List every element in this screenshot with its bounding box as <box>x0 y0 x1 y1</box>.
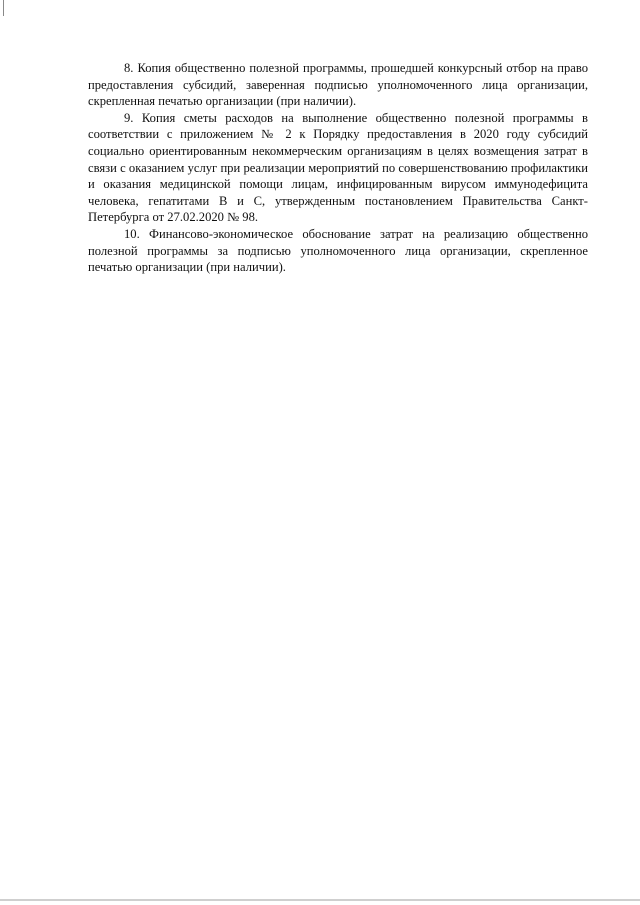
list-item-text: Копия общественно полезной программы, прошедшей конкурсный отбор на право предоставления субсидий, заверенная подписью уполномоченного лица организации, скрепленная печатью организации (при наличии). <box>88 61 589 109</box>
scan-bottom-edge <box>0 899 640 901</box>
list-item-9 <box>88 110 588 226</box>
list-item-number: 9. <box>124 110 134 125</box>
list-item-number: 8. <box>124 61 134 75</box>
list-item-text: Финансово-экономическое обоснование затрат на реализацию общественно полезной программы за подписью уполномоченного лица организации, скрепленное печатью организации (при наличии). <box>88 226 588 275</box>
list-item-10 <box>88 226 588 276</box>
scan-edge-mark <box>3 0 4 16</box>
list-item-text: Копия сметы расходов на выполнение общественно полезной программы в соответствии с приложением № 2 к Порядку предоставления в 2020 году субсидий социально ориентированным некоммерческим организациям в целях возмещения затрат в связи с оказанием услуг при реализации мероприятий по совершенствованию профилактики и оказания медицинской помощи лицам, инфицированным вирусом иммунодефицита человека, гепатитами В и С, утвержденным постановлением Правительства Санкт-Петербурга от 27.02.2020 № 98. <box>88 110 588 225</box>
list-item-number: 10. <box>124 226 140 241</box>
list-item-8 <box>88 60 588 110</box>
document-body <box>88 60 588 276</box>
